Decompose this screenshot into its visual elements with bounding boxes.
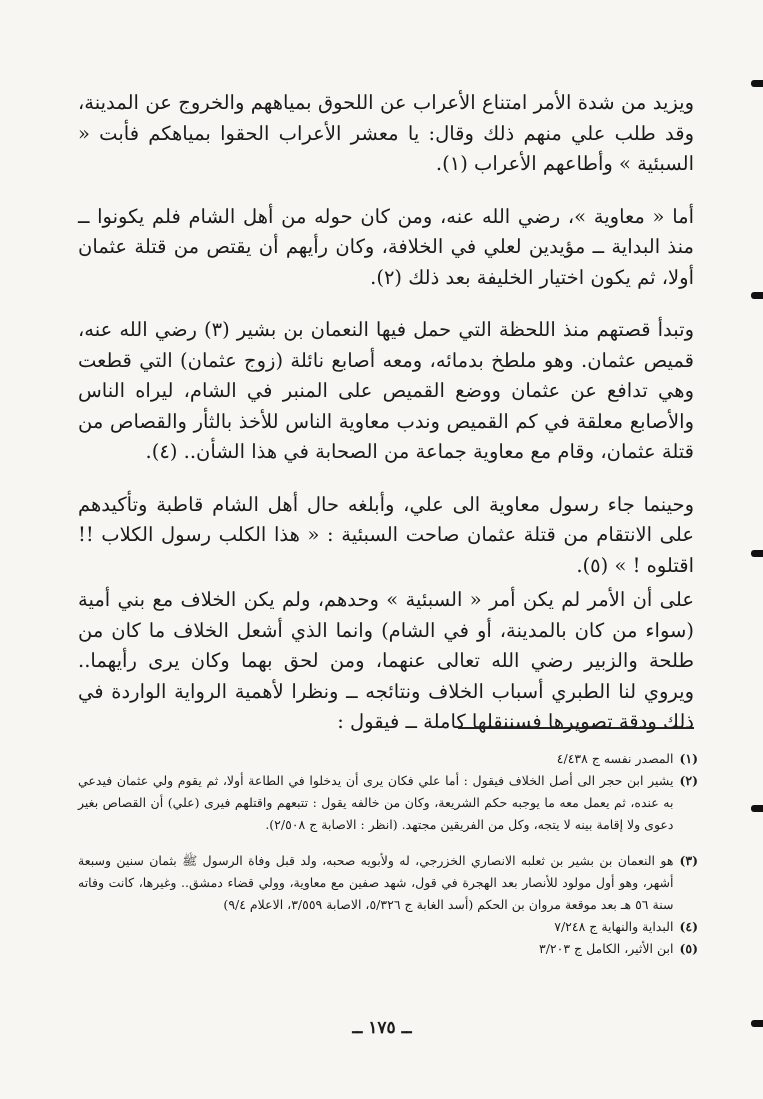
footnote-text: البداية والنهاية ج ٧/٢٤٨: [554, 919, 674, 934]
footnote-text: ابن الأثير، الكامل ج ٣/٢٠٣: [538, 941, 674, 956]
footnote-number: (١): [679, 751, 698, 766]
footnote-5: [78, 938, 698, 960]
footnote-text: المصدر نفسه ج ٤/٤٣٨: [556, 751, 674, 766]
paragraph-4: وحينما جاء رسول معاوية الى علي، وأبلغه حال أهل الشام قاطبة وتأكيدهم على الانتقام من قتلة عثمان صاحت السبئية : « هذا الكلب رسول الكلاب !! اقتلوه ! » (٥).: [78, 492, 694, 577]
footnote-separator: [458, 727, 694, 729]
scan-edge-mark: [751, 80, 763, 87]
paragraph-5: على أن الأمر لم يكن أمر « السبئية » وحدهم، ولم يكن الخلاف مع بني أمية (سواء من كان بالمدينة، أو في الشام) وانما الذي أشعل الخلاف ما كان من طلحة والزبير رضي الله تعالى عنهما، ومن لحق بهما وكان يرى رأيهما.. ويروي لنا الطبري أسباب الخلاف ونتائجه ــ ونظرا لأهمية الرواية الواردة في ذلك ودقة تصويرها فسننقلها كاملة ــ فيقول :: [78, 588, 694, 733]
scan-edge-mark: [751, 805, 763, 812]
footnote-number: (٥): [679, 941, 698, 956]
footnote-4: [78, 916, 698, 938]
footnote-3: [78, 850, 698, 916]
footnote-text: يشير ابن حجر الى أصل الخلاف فيقول : أما علي فكان يرى أن يدخلوا في الطاعة أولا، ثم يقوم ولي عثمان فيدعي به عنده، ثم يعمل معه ما يوجبه حكم الشريعة، وكان من خالفه يقول : تتبعهم واقتلهم فيرى (علي) أن القصاص بغير دعوى ولا إقامة بينه لا يتجه، وكل من الفريقين مجتهد. (انظر : الاصابة ج ٢/٥٠٨).: [78, 773, 674, 832]
scan-edge-mark: [751, 550, 763, 557]
footnote-number: (٢): [679, 773, 698, 788]
paragraph-2: أما « معاوية »، رضي الله عنه، ومن كان حوله من أهل الشام فلم يكونوا ــ منذ البداية ــ مؤيدين لعلي في الخلافة، وكان رأيهم أن يقتص من قتلة عثمان أولا، ثم يكون اختيار الخليفة بعد ذلك (٢).: [78, 204, 694, 289]
footnote-2: [78, 770, 698, 836]
scan-edge-mark: [751, 292, 763, 299]
scan-edge-mark: [751, 1020, 763, 1027]
footnote-1: [78, 748, 698, 770]
main-text: [78, 88, 694, 738]
page-number: ــ ١٧٥ ــ: [352, 1018, 412, 1038]
paragraph-1: ويزيد من شدة الأمر امتناع الأعراب عن اللحوق بمياههم والخروج عن المدينة، وقد طلب علي منهم ذلك وقال: يا معشر الأعراب الحقوا بمياهكم فأبت « السبئية » وأطاعهم الأعراب (١).: [78, 91, 694, 175]
footnote-number: (٤): [679, 919, 698, 934]
paragraph-3: وتبدأ قصتهم منذ اللحظة التي حمل فيها النعمان بن بشير (٣) رضي الله عنه، قميص عثمان. وهو ملطخ بدمائه، ومعه أصابع نائلة (زوج عثمان) التي قطعت وهي تدافع عن عثمان ووضع القميص على المنبر في الشام، ليراه الناس والأصابع معلقة في كم القميص وندب معاوية الناس للأخذ بالثأر والقصاص من قتلة عثمان، وقام مع معاوية جماعة من الصحابة في هذا الشأن.. (٤).: [78, 318, 695, 463]
footnotes: [78, 748, 698, 960]
footnote-text: هو النعمان بن بشير بن ثعلبه الانصاري الخزرجي، له ولأبويه صحبه، ولد قبل وفاة الرسول ﷺ بثمان سنين وسبعة أشهر، وهو أول مولود للأنصار بعد الهجرة في قول، شهد صفين مع معاوية، وولي قضاء دمشق.. وغيرها، كانت وفاته سنة ٥٦ هـ بعد موقعة مروان بن الحكم (أسد الغابة ج ٥/٣٢٦، الاصابة ٣/٥٥٩، الاعلام ٩/٤): [78, 853, 674, 912]
footnote-number: (٣): [679, 853, 698, 868]
